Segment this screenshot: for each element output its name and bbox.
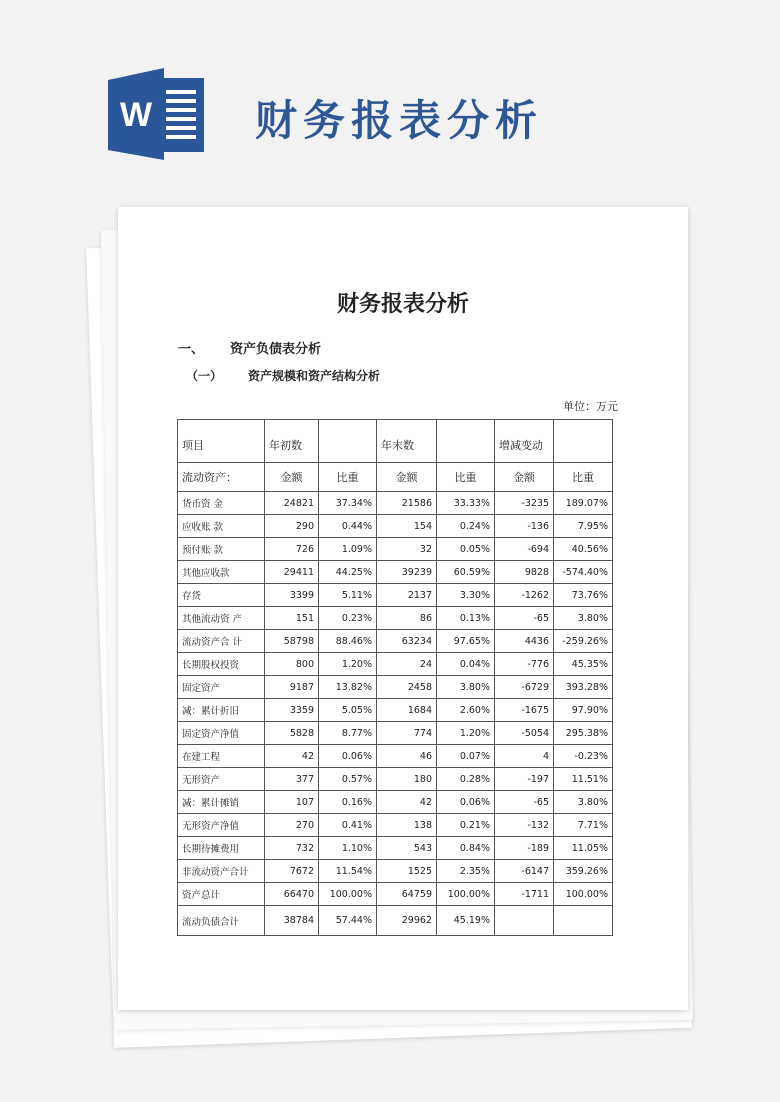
table-cell: 年末数 xyxy=(377,420,437,463)
table-cell: 7672 xyxy=(265,860,319,883)
table-cell: 64759 xyxy=(377,883,437,906)
table-cell: 固定资产净值 xyxy=(178,722,265,745)
table-cell: 38784 xyxy=(265,906,319,936)
word-logo-icon xyxy=(108,68,208,160)
table-cell: 37.34% xyxy=(319,492,377,515)
section-text: 资产负债表分析 xyxy=(230,342,322,357)
unit-label: 单位：万元 xyxy=(563,400,618,413)
table-cell: 1.10% xyxy=(319,837,377,860)
table-cell: 107 xyxy=(265,791,319,814)
table-row xyxy=(178,837,613,860)
table-cell: 138 xyxy=(377,814,437,837)
table-cell: 1684 xyxy=(377,699,437,722)
table-cell: 0.16% xyxy=(319,791,377,814)
table-row xyxy=(178,699,613,722)
table-cell: -1675 xyxy=(495,699,554,722)
table-cell: 732 xyxy=(265,837,319,860)
table-cell: 100.00% xyxy=(319,883,377,906)
table-cell: 377 xyxy=(265,768,319,791)
table-cell: -189 xyxy=(495,837,554,860)
table-cell: 3359 xyxy=(265,699,319,722)
table-cell: 63234 xyxy=(377,630,437,653)
table-cell: -5054 xyxy=(495,722,554,745)
table-cell: 0.24% xyxy=(437,515,495,538)
table-cell: 0.06% xyxy=(437,791,495,814)
table-row xyxy=(178,791,613,814)
table-cell: 年初数 xyxy=(265,420,319,463)
table-cell: 5.05% xyxy=(319,699,377,722)
table-row xyxy=(178,463,613,492)
table-cell: 29411 xyxy=(265,561,319,584)
table-cell: 88.46% xyxy=(319,630,377,653)
table-cell: 100.00% xyxy=(437,883,495,906)
table-cell: 货币资 金 xyxy=(178,492,265,515)
table-cell: 46 xyxy=(377,745,437,768)
table-cell: 0.41% xyxy=(319,814,377,837)
table-cell: -1711 xyxy=(495,883,554,906)
table-cell xyxy=(554,420,613,463)
table-cell: 58798 xyxy=(265,630,319,653)
table-cell: 151 xyxy=(265,607,319,630)
table-row xyxy=(178,630,613,653)
document-page xyxy=(118,207,688,1010)
table-cell: 42 xyxy=(377,791,437,814)
table-cell: -3235 xyxy=(495,492,554,515)
table-cell: 24 xyxy=(377,653,437,676)
table-row xyxy=(178,722,613,745)
table-cell: 0.84% xyxy=(437,837,495,860)
table-cell: 97.90% xyxy=(554,699,613,722)
table-cell: 9828 xyxy=(495,561,554,584)
table-cell: 3.30% xyxy=(437,584,495,607)
table-cell: -776 xyxy=(495,653,554,676)
table-row xyxy=(178,584,613,607)
table-cell: -259.26% xyxy=(554,630,613,653)
table-cell: -65 xyxy=(495,791,554,814)
table-cell xyxy=(554,906,613,936)
table-cell: 比重 xyxy=(319,463,377,492)
table-cell: -132 xyxy=(495,814,554,837)
table-cell: 42 xyxy=(265,745,319,768)
table-cell: 86 xyxy=(377,607,437,630)
table-cell: 44.25% xyxy=(319,561,377,584)
table-cell: 32 xyxy=(377,538,437,561)
table-cell: 0.06% xyxy=(319,745,377,768)
table-cell: 11.05% xyxy=(554,837,613,860)
subsection-heading xyxy=(186,367,380,384)
table-cell: 5.11% xyxy=(319,584,377,607)
table-cell: 11.51% xyxy=(554,768,613,791)
table-cell: 57.44% xyxy=(319,906,377,936)
table-cell: 增减变动 xyxy=(495,420,554,463)
table-cell: 189.07% xyxy=(554,492,613,515)
table-cell: 774 xyxy=(377,722,437,745)
table-cell: 39239 xyxy=(377,561,437,584)
document-title: 财务报表分析 xyxy=(336,292,469,317)
table-cell: -574.40% xyxy=(554,561,613,584)
table-cell: 流动资产合 计 xyxy=(178,630,265,653)
table-cell: 0.23% xyxy=(319,607,377,630)
table-row xyxy=(178,860,613,883)
table-cell: 无形资产 xyxy=(178,768,265,791)
table-cell: 2458 xyxy=(377,676,437,699)
table-cell: 97.65% xyxy=(437,630,495,653)
table-cell: 1.20% xyxy=(319,653,377,676)
table-cell: 长期股权投资 xyxy=(178,653,265,676)
table-cell: 2.60% xyxy=(437,699,495,722)
table-cell: 预付账 款 xyxy=(178,538,265,561)
table-cell: 73.76% xyxy=(554,584,613,607)
table-cell: 3.80% xyxy=(554,791,613,814)
table-cell: -6147 xyxy=(495,860,554,883)
table-cell: 流动负债合计 xyxy=(178,906,265,936)
table-row xyxy=(178,768,613,791)
table-cell: 21586 xyxy=(377,492,437,515)
table-cell: 5828 xyxy=(265,722,319,745)
table-cell: 24821 xyxy=(265,492,319,515)
table-cell: 其他应收款 xyxy=(178,561,265,584)
table-cell: 0.05% xyxy=(437,538,495,561)
table-row xyxy=(178,538,613,561)
table-cell: 在建工程 xyxy=(178,745,265,768)
table-cell: 40.56% xyxy=(554,538,613,561)
table-cell: 11.54% xyxy=(319,860,377,883)
table-cell: 543 xyxy=(377,837,437,860)
table-cell: 2.35% xyxy=(437,860,495,883)
table-cell: 0.13% xyxy=(437,607,495,630)
table-row xyxy=(178,745,613,768)
table-cell: 8.77% xyxy=(319,722,377,745)
table-cell: 7.95% xyxy=(554,515,613,538)
table-cell: -6729 xyxy=(495,676,554,699)
table-cell: 45.19% xyxy=(437,906,495,936)
table-row xyxy=(178,676,613,699)
table-row xyxy=(178,814,613,837)
table-cell: 项目 xyxy=(178,420,265,463)
table-cell: 其他流动资 产 xyxy=(178,607,265,630)
table-cell: 33.33% xyxy=(437,492,495,515)
balance-sheet-table xyxy=(177,419,613,936)
table-cell: 13.82% xyxy=(319,676,377,699)
table-cell: 存货 xyxy=(178,584,265,607)
table-cell: -694 xyxy=(495,538,554,561)
subsection-text: 资产规模和资产结构分析 xyxy=(248,369,381,383)
table-cell: 7.71% xyxy=(554,814,613,837)
section-number: 一、 xyxy=(178,342,205,357)
table-cell: -0.23% xyxy=(554,745,613,768)
table-cell: 29962 xyxy=(377,906,437,936)
table-cell xyxy=(495,906,554,936)
table-cell: 726 xyxy=(265,538,319,561)
table-cell: 1525 xyxy=(377,860,437,883)
table-row xyxy=(178,883,613,906)
table-cell: 3.80% xyxy=(437,676,495,699)
table-row xyxy=(178,561,613,584)
table-cell: 金额 xyxy=(265,463,319,492)
table-cell: 0.28% xyxy=(437,768,495,791)
table-cell: 154 xyxy=(377,515,437,538)
table-cell: 资产总计 xyxy=(178,883,265,906)
table-cell: 3.80% xyxy=(554,607,613,630)
table-cell: 流动资产： xyxy=(178,463,265,492)
table-cell: 0.07% xyxy=(437,745,495,768)
table-cell: 45.35% xyxy=(554,653,613,676)
table-cell: 290 xyxy=(265,515,319,538)
table-cell: 无形资产净值 xyxy=(178,814,265,837)
table-cell: 100.00% xyxy=(554,883,613,906)
table-cell: 长期待摊费用 xyxy=(178,837,265,860)
table-row xyxy=(178,420,613,463)
table-cell: 4 xyxy=(495,745,554,768)
table-cell: 295.38% xyxy=(554,722,613,745)
table-row xyxy=(178,515,613,538)
table-cell: 1.20% xyxy=(437,722,495,745)
table-cell: 固定资产 xyxy=(178,676,265,699)
table-cell: 应收账 款 xyxy=(178,515,265,538)
table-cell: 比重 xyxy=(437,463,495,492)
table-cell: 3399 xyxy=(265,584,319,607)
table-cell: 减：累计摊销 xyxy=(178,791,265,814)
table-cell: 2137 xyxy=(377,584,437,607)
table-cell: 180 xyxy=(377,768,437,791)
table-cell: -1262 xyxy=(495,584,554,607)
table-cell: 非流动资产合计 xyxy=(178,860,265,883)
table-cell: 减：累计折旧 xyxy=(178,699,265,722)
table-cell: -65 xyxy=(495,607,554,630)
table-cell: 270 xyxy=(265,814,319,837)
table-cell: 393.28% xyxy=(554,676,613,699)
table-row xyxy=(178,653,613,676)
table-cell: 66470 xyxy=(265,883,319,906)
table-cell: 800 xyxy=(265,653,319,676)
section-heading xyxy=(178,338,321,357)
table-cell: 比重 xyxy=(554,463,613,492)
table-cell: 0.44% xyxy=(319,515,377,538)
table-cell: -197 xyxy=(495,768,554,791)
table-cell: 4436 xyxy=(495,630,554,653)
table-cell: 金额 xyxy=(495,463,554,492)
table-cell: 9187 xyxy=(265,676,319,699)
table-cell: 60.59% xyxy=(437,561,495,584)
table-row xyxy=(178,906,613,936)
subsection-number: （一） xyxy=(186,369,223,383)
table-cell: 0.21% xyxy=(437,814,495,837)
table-cell: 金额 xyxy=(377,463,437,492)
table-row xyxy=(178,607,613,630)
table-row xyxy=(178,492,613,515)
table-cell: 1.09% xyxy=(319,538,377,561)
table-cell: 359.26% xyxy=(554,860,613,883)
table-cell: -136 xyxy=(495,515,554,538)
table-cell: 0.57% xyxy=(319,768,377,791)
svg-text:W: W xyxy=(119,96,153,134)
table-cell xyxy=(437,420,495,463)
table-cell: 0.04% xyxy=(437,653,495,676)
banner-title: 财务报表分析 xyxy=(255,96,544,145)
table-cell xyxy=(319,420,377,463)
